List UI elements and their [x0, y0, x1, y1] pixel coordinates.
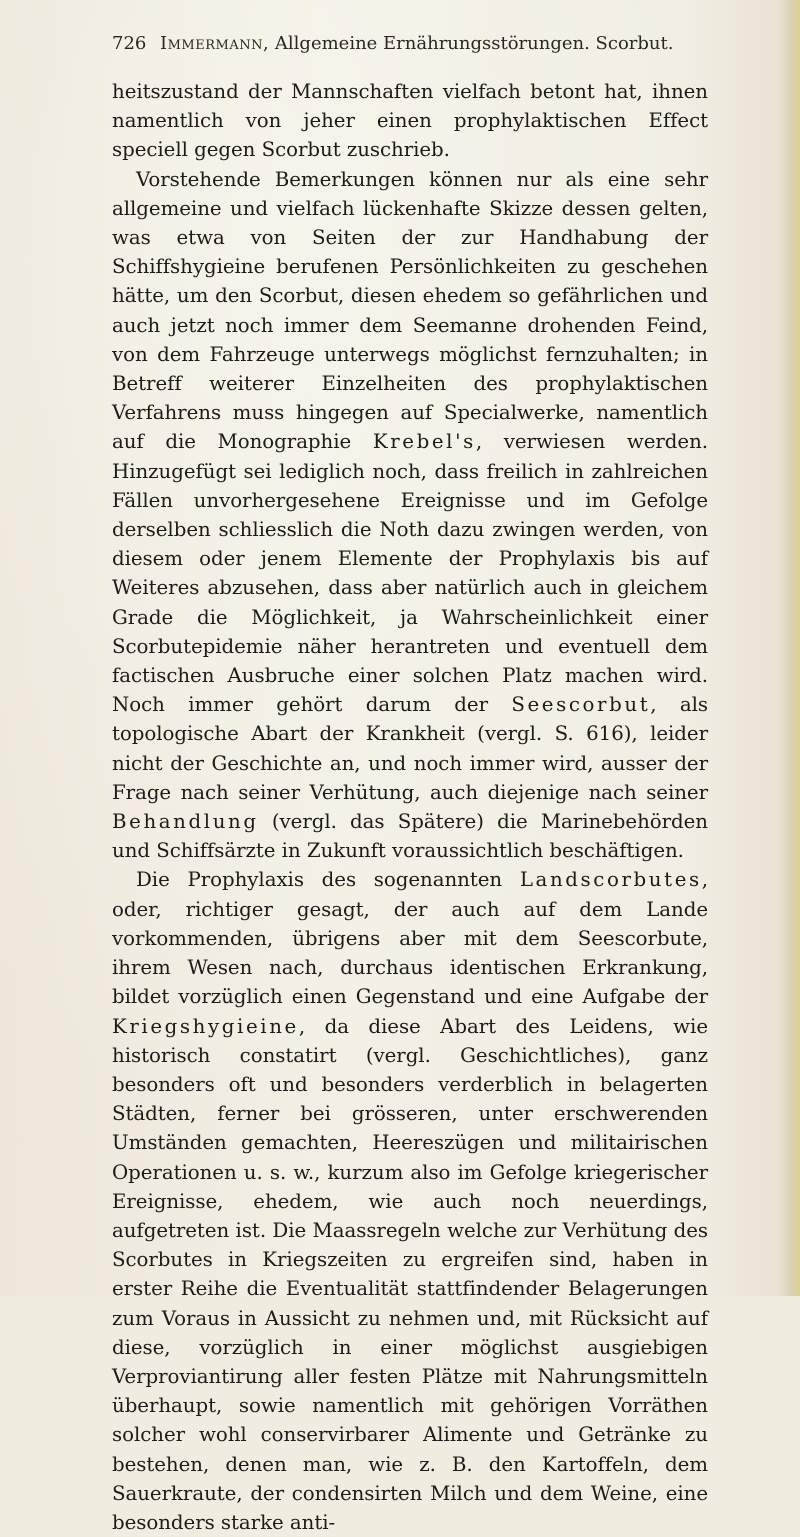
emphasized-term: Landscorbutes: [519, 868, 702, 892]
page-header: [112, 30, 704, 58]
emphasized-term: Kriegshygieine: [112, 1014, 299, 1038]
text-segment: , oder, richtiger gesagt, der auch auf dem Lande vorkommenden, übrigens aber mit dem Seescorbute, ihrem Wesen nach, durchaus identischen Erkrankung, bildet vorzüglich einen Gegenstand und eine Aufgabe der: [112, 868, 708, 1009]
text-segment: Vorstehende Bemerkungen können nur als eine sehr allgemeine und vielfach lückenhafte Skizze dessen gelten, was etwa von Seiten der zur Handhabung der Schiffshygieine berufenen Persönlichkeiten zu geschehen hätte, um den Scorbut, diesen ehedem so gefährlichen und auch jetzt noch immer dem Seemanne drohenden Feind, von dem Fahrzeuge unterwegs möglichst fernzuhalten; in Betreff weiterer Einzelheiten des prophylaktischen Verfahrens muss hingegen auf Specialwerke, namentlich auf die Monographie: [112, 167, 708, 454]
text-segment: Die Prophylaxis des sogenannten: [136, 868, 520, 892]
page-number: 726: [112, 33, 147, 54]
text-segment: , verwiesen werden. Hinzugefügt sei lediglich noch, dass freilich in zahlreichen Fällen unvorhergesehene Ereignisse und im Gefolge derselben schliesslich die Noth dazu zwingen werden, von diesem oder jenem Elemente der Prophylaxis bis auf Weiteres abzusehen, dass aber natürlich auch in gleichem Grade die Möglichkeit, ja Wahrscheinlichkeit einer Scorbutepidemie näher herantreten und eventuell dem factischen Ausbruche einer solchen Platz machen wird. Noch immer gehört darum der: [112, 430, 708, 717]
text-segment: (vergl. das Spätere) die Marinebehörden und Schiffsärzte in Zukunft voraussichtlich beschäftigen.: [112, 810, 708, 863]
emphasized-term: Seescorbut: [511, 693, 651, 717]
text-segment: , als topologische Abart der Krankheit (vergl. S. 616), leider nicht der Geschichte an, und noch immer wird, ausser der Frage nach seiner Verhütung, auch diejenige nach seiner: [112, 693, 708, 804]
body-text: [112, 77, 708, 1537]
text-segment: heitszustand der Mannschaften vielfach betont hat, ihnen namentlich von jeher einen prophylaktischen Effect speciell gegen Scorbut zuschrieb.: [112, 80, 708, 162]
paragraph-2: [112, 165, 708, 866]
running-head-title: Allgemeine Ernährungsstörungen. Scorbut.: [269, 33, 674, 54]
emphasized-term: Behandlung: [112, 810, 259, 834]
page-edge-shadow: [778, 0, 800, 1296]
paragraph-1: [112, 77, 708, 165]
text-segment: , da diese Abart des Leidens, wie historisch constatirt (vergl. Geschichtliches), ganz besonders oft und besonders verderblich in belagerten Städten, ferner bei grösseren, unter erschwerenden Umständen gemachten, Heereszügen und militairischen Operationen u. s. w., kurzum also im Gefolge kriegerischer Ereignisse, ehedem, wie auch noch neuerdings, aufgetreten ist. Die Maassregeln welche zur Verhütung des Scorbutes in Kriegszeiten zu ergreifen sind, haben in erster Reihe die Eventualität stattfindender Belagerungen zum Voraus in Aussicht zu nehmen und, mit Rücksicht auf diese, vorzüglich in einer möglichst ausgiebigen Verproviantirung aller festen Plätze mit Nahrungsmitteln überhaupt, sowie namentlich mit gehörigen Vorräthen solcher wohl conservirbarer Alimente und Getränke zu bestehen, denen man, wie z. B. den Kartoffeln, dem Sauerkraute, der condensirten Milch und dem Weine, eine besonders starke anti-: [112, 1014, 708, 1534]
emphasized-term: Krebel's: [372, 430, 476, 454]
running-head-author: Immermann,: [160, 33, 270, 54]
running-head: [160, 30, 673, 58]
paragraph-3: [112, 865, 708, 1537]
